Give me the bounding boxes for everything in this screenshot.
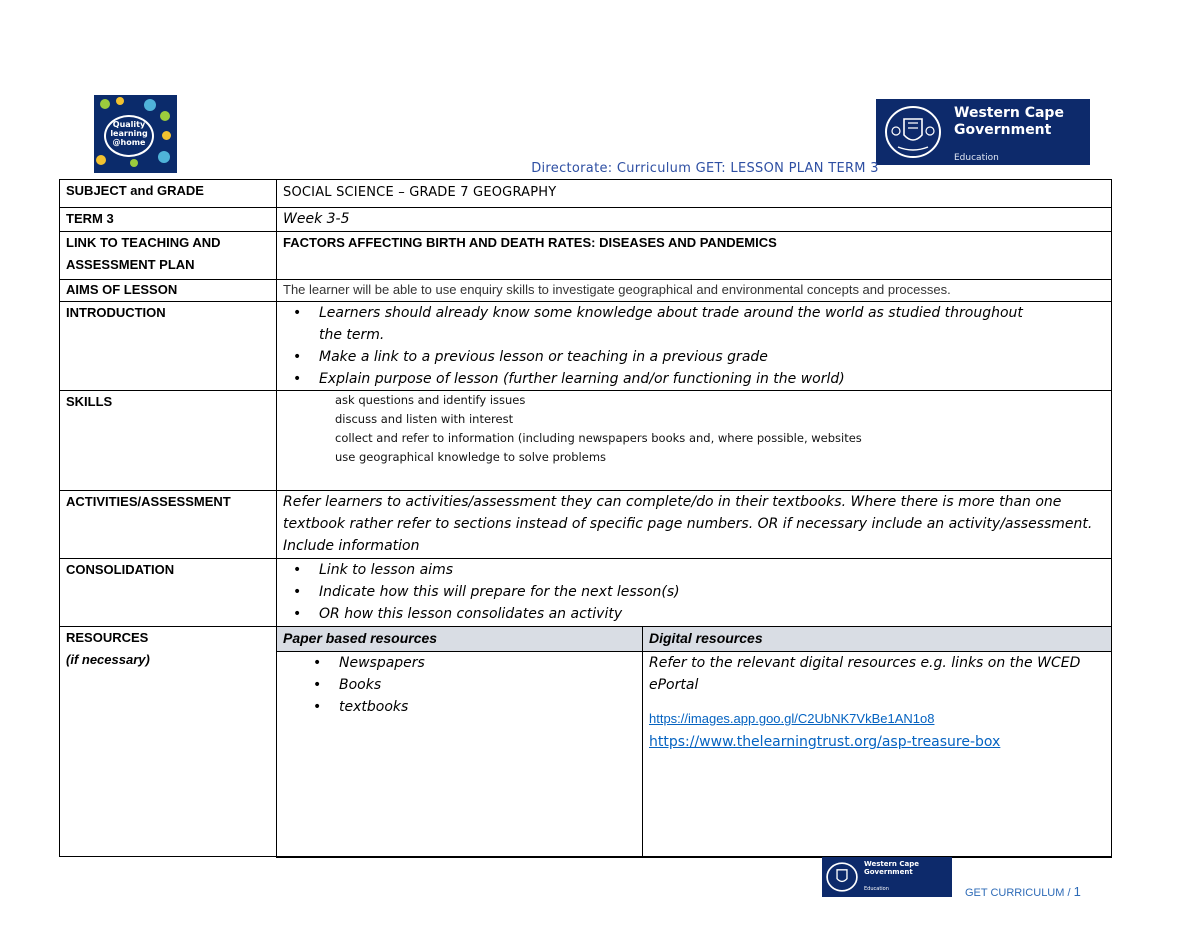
paper-resources-title: Paper based resources xyxy=(283,630,438,646)
activities-row xyxy=(60,491,1112,559)
activities-label: ACTIVITIES/ASSESSMENT xyxy=(60,491,277,559)
lesson-plan-table xyxy=(59,179,1112,858)
footer-wcg-logo xyxy=(822,857,952,897)
term-label: TERM 3 xyxy=(60,208,277,232)
consolidation-label: CONSOLIDATION xyxy=(60,559,277,627)
introduction-item: • Explain purpose of lesson (further learning and/or functioning in the world) xyxy=(283,368,1045,390)
digital-resources-text: Refer to the relevant digital resources e.g. links on the WCED ePortal xyxy=(649,655,1081,693)
skills-item: ask questions and identify issues xyxy=(335,393,526,407)
link-label-line2: ASSESSMENT PLAN xyxy=(66,257,195,272)
aims-value: The learner will be able to use enquiry skills to investigate geographical and environmental concepts and processes. xyxy=(277,280,1112,302)
consolidation-item: • Indicate how this will prepare for the next lesson(s) xyxy=(283,581,1105,603)
link-label xyxy=(60,232,277,280)
activities-value: Refer learners to activities/assessment they can complete/do in their textbooks. Where there is more than one textbook rather refer to sections instead of specific page numbers. OR if necessary include an activity/assessment. Include information xyxy=(277,491,1112,559)
term-value: Week 3-5 xyxy=(277,208,1112,232)
introduction-label: INTRODUCTION xyxy=(60,302,277,391)
consolidation-value xyxy=(277,559,1112,627)
google-images-link[interactable]: https://images.app.goo.gl/C2UbNK7VkBe1AN1o8 xyxy=(649,711,935,726)
logo-word-1: Quality xyxy=(112,120,146,129)
paper-resource-item: • Newspapers xyxy=(283,652,636,674)
aims-row xyxy=(60,280,1112,302)
footer-label: GET CURRICULUM / xyxy=(965,887,1074,899)
resources-sublabel: (if necessary) xyxy=(66,652,150,667)
digital-resources-header xyxy=(643,627,1112,652)
skills-item: discuss and listen with interest xyxy=(335,412,514,426)
skills-value xyxy=(277,391,1112,491)
consolidation-item: • Link to lesson aims xyxy=(283,559,1105,581)
introduction-item: • Make a link to a previous lesson or teaching in a previous grade xyxy=(283,346,1045,368)
resources-title: RESOURCES xyxy=(66,630,149,645)
footer-wcg-line2: Government xyxy=(864,868,913,876)
aims-label: AIMS OF LESSON xyxy=(60,280,277,302)
subject-row xyxy=(60,180,1112,208)
link-value: FACTORS AFFECTING BIRTH AND DEATH RATES: DISEASES AND PANDEMICS xyxy=(277,232,1112,280)
wcg-title-line2: Government xyxy=(954,122,1052,138)
page-number: 1 xyxy=(1073,884,1081,899)
quality-learning-badge xyxy=(104,115,154,157)
introduction-row xyxy=(60,302,1112,391)
subject-label: SUBJECT and GRADE xyxy=(60,180,277,208)
skills-label: SKILLS xyxy=(60,391,277,491)
paper-resources-header xyxy=(277,627,643,652)
wcg-title-line1: Western Cape xyxy=(954,105,1064,121)
learning-trust-link[interactable]: https://www.thelearningtrust.org/asp-treasure-box xyxy=(649,734,1001,750)
coat-of-arms-icon xyxy=(884,105,942,159)
resources-header-row xyxy=(60,627,1112,652)
introduction-item: • Learners should already know some knowledge about trade around the world as studied throughout the term. xyxy=(283,302,1045,346)
link-row xyxy=(60,232,1112,280)
footer-wcg-line1: Western Cape xyxy=(864,860,919,868)
resources-label xyxy=(60,627,277,857)
wcg-subtitle: Education xyxy=(954,153,999,163)
consolidation-item: • OR how this lesson consolidates an activity xyxy=(283,603,1105,625)
paper-resources-list xyxy=(277,652,643,857)
logo-word-3: @home xyxy=(112,138,146,147)
skills-row xyxy=(60,391,1112,491)
introduction-value xyxy=(277,302,1112,391)
skills-item: collect and refer to information (including newspapers books and, where possible, websites xyxy=(335,431,862,445)
consolidation-row xyxy=(60,559,1112,627)
skills-item: use geographical knowledge to solve problems xyxy=(335,450,607,464)
footer-wcg-line3: Education xyxy=(864,886,889,892)
footer-coat-of-arms-icon xyxy=(826,862,858,892)
digital-resources-title: Digital resources xyxy=(649,630,763,646)
term-row xyxy=(60,208,1112,232)
paper-resource-item: • Books xyxy=(283,674,636,696)
western-cape-government-logo xyxy=(876,99,1090,165)
directorate-heading: Directorate: Curriculum GET: LESSON PLAN TERM 3 xyxy=(531,161,879,176)
link-label-line1: LINK TO TEACHING AND xyxy=(66,235,221,250)
paper-resource-item: • textbooks xyxy=(283,696,636,718)
logo-word-2: learning xyxy=(110,129,148,138)
page-footer xyxy=(965,884,1081,899)
digital-resources-content xyxy=(643,652,1112,857)
subject-value: SOCIAL SCIENCE – GRADE 7 GEOGRAPHY xyxy=(277,180,1112,208)
